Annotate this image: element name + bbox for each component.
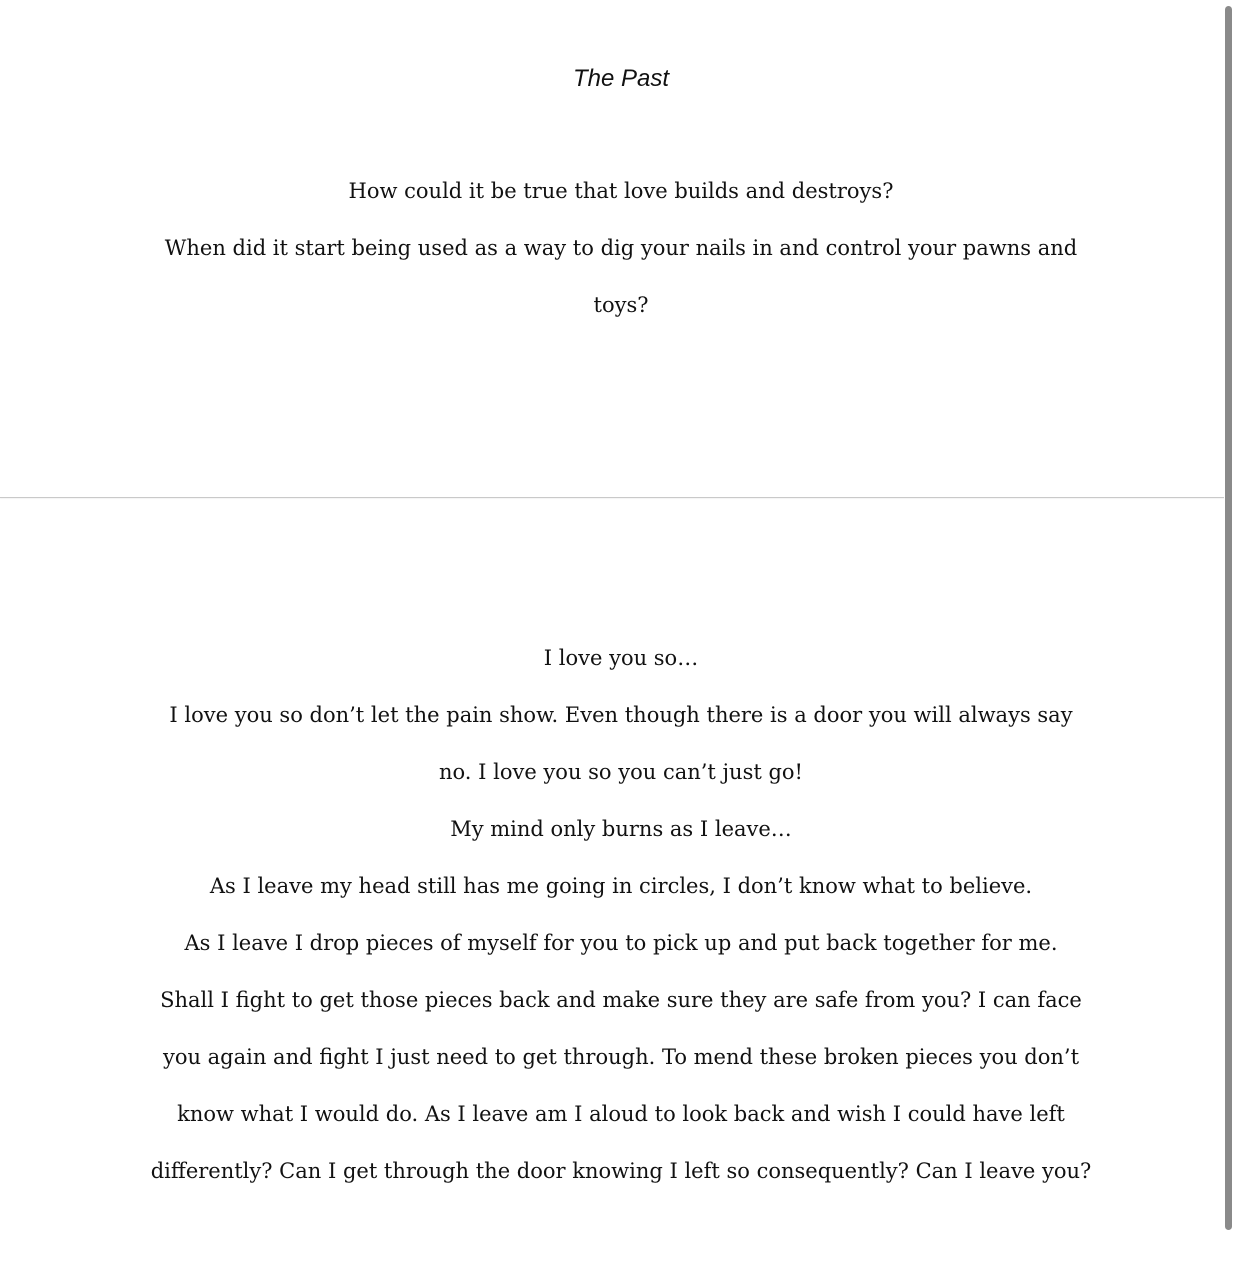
poem-line: My mind only burns as I leave…	[450, 817, 792, 841]
poem-line: I love you so…	[543, 646, 699, 670]
document-page-2	[0, 499, 1224, 1275]
poem-line: As I leave my head still has me going in circles, I don’t know what to believe.	[209, 874, 1033, 898]
stanza-1	[150, 163, 1092, 334]
poem-line: Shall I fight to get those pieces back and make sure they are safe from you? I can face you again and fight I just need to get through. To mend these broken pieces you don’t know what I would do. As I leave am I aloud to look back and wish I could have left differently? Can I get through the door knowing I left so consequently? Can I leave you?	[150, 988, 1092, 1183]
poem-line: I love you so don’t let the pain show. Even though there is a door you will always say no. I love you so you can’t just go!	[169, 703, 1073, 784]
page-break-divider	[0, 497, 1242, 498]
poem-title: The Past	[572, 65, 670, 92]
scrollbar-thumb[interactable]	[1225, 6, 1232, 1230]
poem-line: How could it be true that love builds and destroys?	[348, 179, 894, 203]
poem-line: When did it start being used as a way to dig your nails in and control your pawns and toys?	[164, 236, 1078, 317]
stanza-2	[150, 630, 1092, 1200]
document-page-1	[0, 0, 1224, 497]
poem-line: As I leave I drop pieces of myself for you to pick up and put back together for me.	[184, 931, 1058, 955]
vertical-scrollbar[interactable]	[1224, 0, 1242, 1275]
